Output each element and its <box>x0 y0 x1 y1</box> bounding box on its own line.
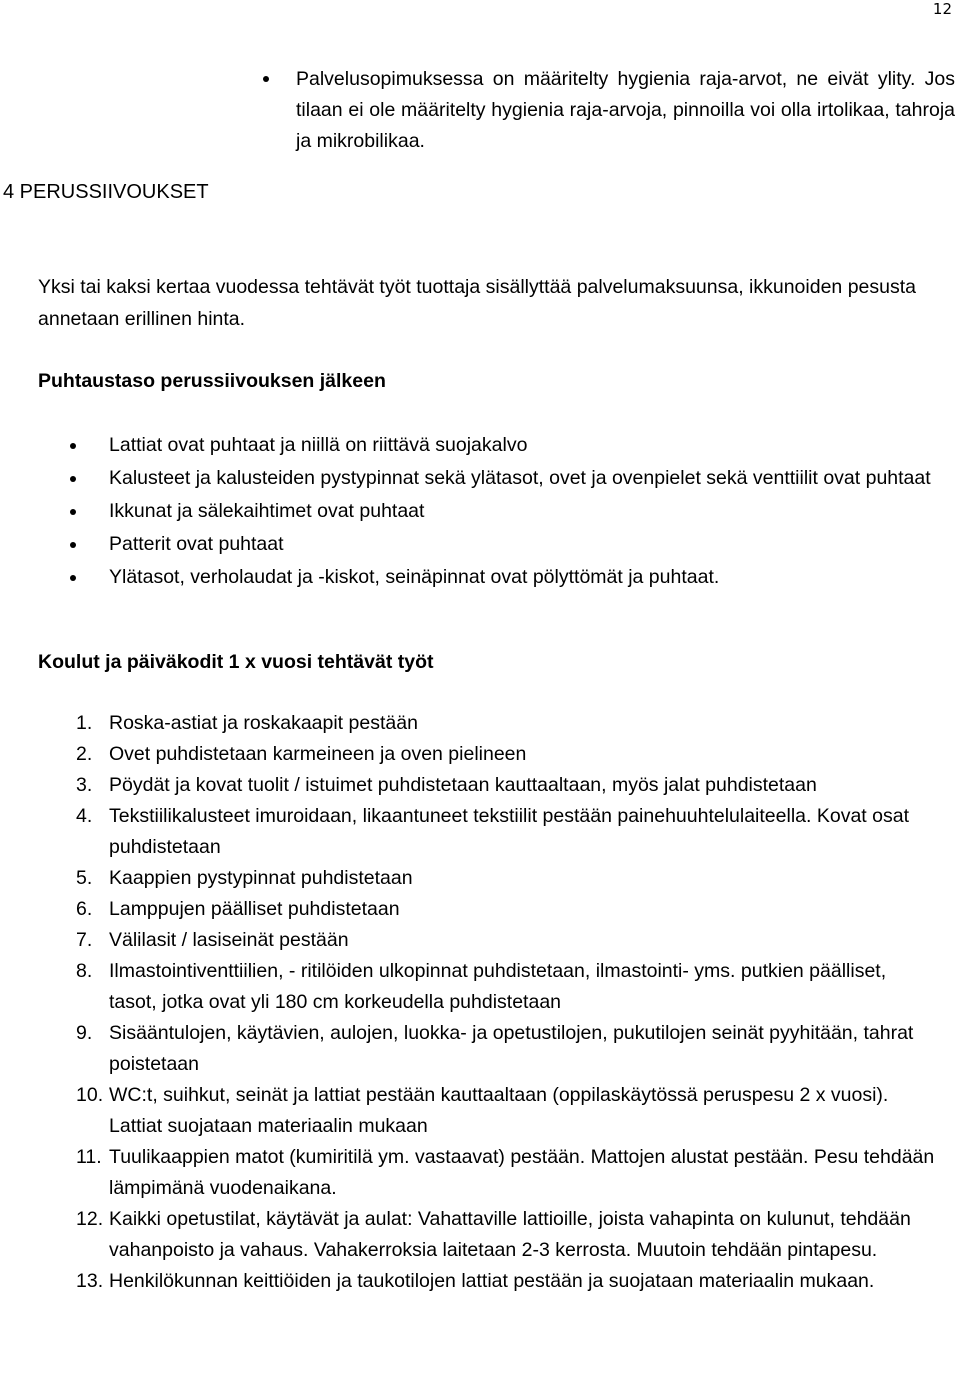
list-item <box>38 801 938 863</box>
list-item <box>38 1080 938 1142</box>
list-item <box>38 562 938 593</box>
list-item <box>38 925 938 956</box>
list-item <box>38 863 938 894</box>
item-number: 9. <box>76 1022 93 1044</box>
list-item-text: Lattiat ovat puhtaat ja niillä on riittävä suojakalvo <box>109 434 528 456</box>
list-item-text: Ovet puhdistetaan karmeineen ja oven pielineen <box>109 743 527 765</box>
page-number: 12 <box>932 0 952 18</box>
list-item-text: Pöydät ja kovat tuolit / istuimet puhdistetaan kauttaaltaan, myös jalat puhdistetaan <box>109 774 817 796</box>
item-number: 1. <box>76 712 93 734</box>
list-item <box>38 496 938 527</box>
list-item <box>38 1266 938 1297</box>
list-item <box>38 1018 938 1080</box>
list-item-text: Kaikki opetustilat, käytävät ja aulat: Vahattaville lattioille, joista vahapinta on kulunut, tehdään vahanpoisto ja vahaus. Vahakerroksia laitetaan 2-3 kerrosta. Muutoin tehdään pintapesu. <box>109 1208 911 1261</box>
item-number: 7. <box>76 929 93 951</box>
section-heading: 4 PERUSSIIVOUKSET <box>3 181 209 203</box>
list-item-text: Kaappien pystypinnat puhdistetaan <box>109 867 413 889</box>
item-number: 13. <box>76 1270 104 1292</box>
list-item <box>38 708 938 739</box>
bullet-dot-icon <box>263 76 269 82</box>
bullet-dot-icon <box>70 443 76 449</box>
list-item-text: WC:t, suihkut, seinät ja lattiat pestään kauttaaltaan (oppilaskäytössä peruspesu 2 x vuosi). Lattiat suojataan materiaalin mukaan <box>109 1084 889 1137</box>
list-item <box>38 894 938 925</box>
list-item-text: Kalusteet ja kalusteiden pystypinnat sekä ylätasot, ovet ja ovenpielet sekä venttiilit ovat puhtaat <box>109 467 931 489</box>
list-item <box>38 1204 938 1266</box>
list-item-text: Välilasit / lasiseinät pestään <box>109 929 349 951</box>
list-item-text: Roska-astiat ja roskakaapit pestään <box>109 712 418 734</box>
bullet-dot-icon <box>70 542 76 548</box>
cleanliness-level-list <box>38 430 938 595</box>
list-item-text: Tuulikaappien matot (kumiritilä ym. vastaavat) pestään. Mattojen alustat pestään. Pesu tehdään lämpimänä vuodenaikana. <box>109 1146 935 1199</box>
list-item-text: Patterit ovat puhtaat <box>109 533 284 555</box>
yearly-tasks-list <box>38 708 938 1297</box>
item-number: 12. <box>76 1208 104 1230</box>
intro-bullet <box>263 64 955 157</box>
list-item-text: Henkilökunnan keittiöiden ja taukotilojen lattiat pestään ja suojataan materiaalin mukaan. <box>109 1270 875 1292</box>
bullet-dot-icon <box>70 476 76 482</box>
cleanliness-level-heading: Puhtaustaso perussiivouksen jälkeen <box>38 370 386 392</box>
list-item-text: Ilmastointiventtiilien, - ritilöiden ulkopinnat puhdistetaan, ilmastointi- yms. putkien päälliset, tasot, jotka ovat yli 180 cm korkeudella puhdistetaan <box>109 960 887 1013</box>
list-item <box>38 739 938 770</box>
list-item <box>38 770 938 801</box>
list-item-text: Lamppujen päälliset puhdistetaan <box>109 898 400 920</box>
bullet-dot-icon <box>70 509 76 515</box>
intro-bullet-text: Palvelusopimuksessa on määritelty hygienia raja-arvot, ne eivät ylity. Jos tilaan ei ole määritelty hygienia raja-arvoja, pinnoilla voi olla irtolikaa, tahroja ja mikrobilikaa. <box>296 68 955 152</box>
item-number: 5. <box>76 867 93 889</box>
item-number: 6. <box>76 898 93 920</box>
intro-paragraph: Yksi tai kaksi kertaa vuodessa tehtävät työt tuottaja sisällyttää palvelumaksuunsa, ikkunoiden pesusta annetaan erillinen hinta. <box>38 276 916 330</box>
list-item <box>38 956 938 1018</box>
list-item-text: Sisääntulojen, käytävien, aulojen, luokka- ja opetustilojen, pukutilojen seinät pyyhitään, tahrat poistetaan <box>109 1022 914 1075</box>
item-number: 11. <box>76 1146 102 1168</box>
list-item <box>38 430 938 461</box>
list-item-text: Tekstiilikalusteet imuroidaan, likaantuneet tekstiilit pestään painehuuhtelulaiteella. Kovat osat puhdistetaan <box>109 805 909 858</box>
item-number: 3. <box>76 774 93 796</box>
item-number: 2. <box>76 743 93 765</box>
list-item <box>38 463 938 494</box>
item-number: 8. <box>76 960 93 982</box>
bullet-dot-icon <box>70 575 76 581</box>
item-number: 4. <box>76 805 93 827</box>
list-item <box>38 1142 938 1204</box>
schools-heading: Koulut ja päiväkodit 1 x vuosi tehtävät työt <box>38 651 434 673</box>
list-item-text: Ylätasot, verholaudat ja -kiskot, seinäpinnat ovat pölyttömät ja puhtaat. <box>109 566 720 588</box>
list-item-text: Ikkunat ja sälekaihtimet ovat puhtaat <box>109 500 425 522</box>
item-number: 10. <box>76 1084 104 1106</box>
list-item <box>38 529 938 560</box>
